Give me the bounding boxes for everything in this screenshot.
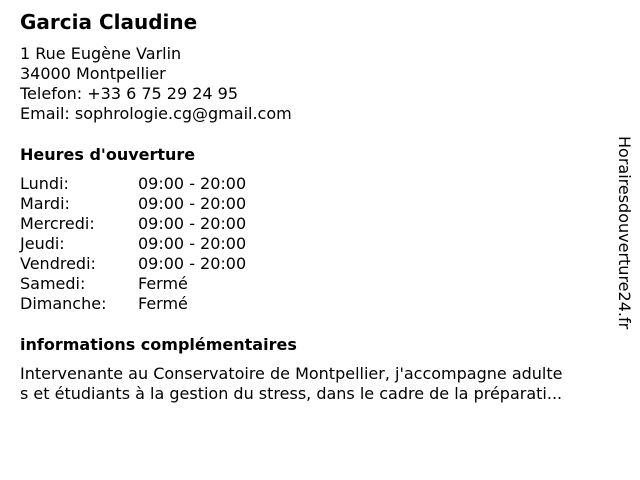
extra-info-text: [20, 364, 615, 404]
day-label: Dimanche:: [20, 294, 107, 313]
extra-info-line: Intervenante au Conservatoire de Montpellier, j'accompagne adulte: [20, 364, 563, 383]
time-value: Fermé: [138, 274, 188, 293]
site-watermark: Horairesdouverture24.fr: [615, 136, 634, 330]
contact-block: [20, 44, 292, 124]
extra-info-title: informations complémentaires: [20, 335, 297, 354]
day-label: Mercredi:: [20, 214, 95, 233]
day-label: Mardi:: [20, 194, 70, 213]
time-value: 09:00 - 20:00: [138, 194, 247, 213]
address-street: 1 Rue Eugène Varlin: [20, 44, 182, 63]
day-label: Lundi:: [20, 174, 69, 193]
time-value: 09:00 - 20:00: [138, 234, 247, 253]
address-city: 34000 Montpellier: [20, 64, 166, 83]
time-value: 09:00 - 20:00: [138, 214, 247, 233]
extra-info-line: s et étudiants à la gestion du stress, dans le cadre de la préparati...: [20, 384, 563, 403]
hours-title: Heures d'ouverture: [20, 145, 196, 164]
phone-number[interactable]: Telefon: +33 6 75 29 24 95: [20, 84, 239, 103]
time-value: 09:00 - 20:00: [138, 174, 247, 193]
time-value: 09:00 - 20:00: [138, 254, 247, 273]
email-address[interactable]: Email: sophrologie.cg@gmail.com: [20, 104, 292, 123]
day-label: Samedi:: [20, 274, 86, 293]
business-name: Garcia Claudine: [20, 10, 198, 34]
day-label: Jeudi:: [20, 234, 65, 253]
day-label: Vendredi:: [20, 254, 96, 273]
time-value: Fermé: [138, 294, 188, 313]
